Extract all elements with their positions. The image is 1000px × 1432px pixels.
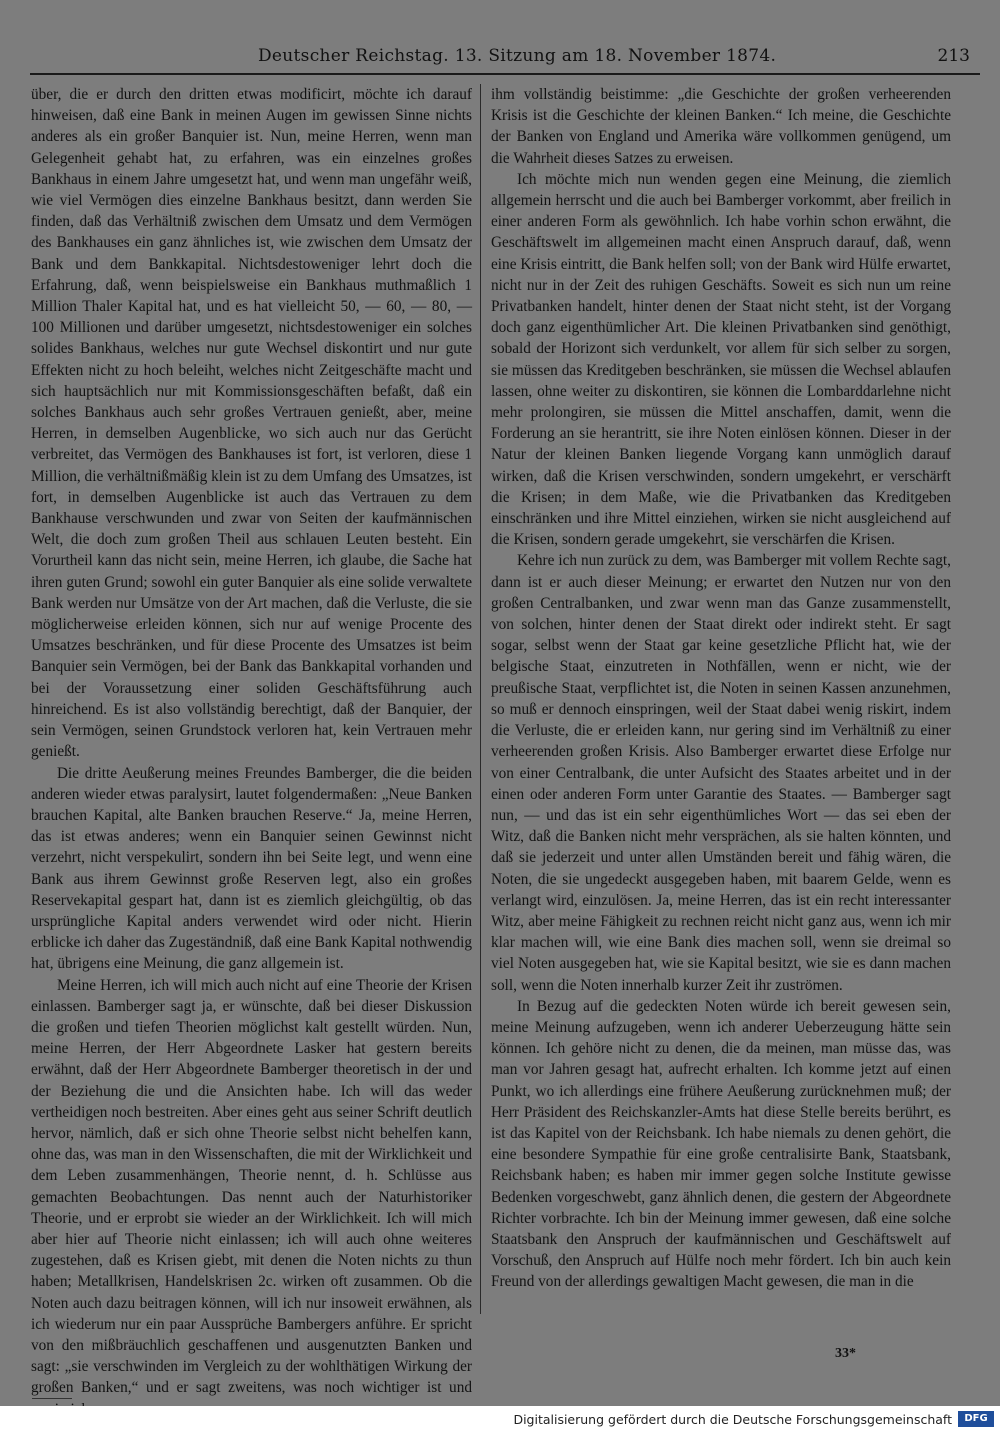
footer-dash bbox=[32, 1398, 72, 1399]
page-header-title: Deutscher Reichstag. 13. Sitzung am 18. November 1874. bbox=[258, 46, 777, 66]
paragraph: ihm vollständig beistimme: „die Geschichte der großen verheerenden Krisis ist die Geschichte der kleinen Banken.“ Ich meine, die Geschichte der Banken von England und Amerika wäre vollkommen genügend, um die Wahrheit dieses Satzes zu erweisen. bbox=[491, 86, 951, 167]
right-column bbox=[491, 84, 951, 1293]
credit-text: Digitalisierung gefördert durch die Deutsche Forschungsgemeinschaft bbox=[513, 1412, 952, 1427]
left-column bbox=[31, 84, 472, 1420]
paragraph: über, die er durch den dritten etwas modificirt, möchte ich darauf hinweisen, daß eine Bank in meinen Augen im gewissen Sinne nichts anderes als ein großer Banquier ist. Nun, meine Herren, wenn man Gelegenheit gehabt hat, zu erfahren, was ein einzelnes großes Bankhaus in einem Jahre umgesetzt hat, und wenn man ungefähr weiß, wie viel Vermögen dies einzelne Bankhaus besitzt, dann werden Sie finden, daß das Verhältniß zwischen dem Umsatz und dem Vermögen des Bankhauses ein ganz ähnliches ist, wie zwischen dem Umsatz der Bank und dem Bankkapital. Nichtsdestoweniger lehrt doch die Erfahrung, daß, wenn beispielsweise ein Bankhaus muthmaßlich 1 Million Thaler Kapital hat, und es hat vielleicht 50, — 60, — 80, — 100 Millionen und darüber umgesetzt, nichtsdestoweniger ein solches solides Bankhaus, welches nur gute Wechsel diskontirt und nur gute Effekten nicht zu hoch beleiht, welches nicht Zeitgeschäfte macht und sich hauptsächlich nur mit Kommissionsgeschäften befaßt, daß ein solches Bankhaus auch sehr großes Vertrauen genießt, aber, meine Herren, in demselben Augenblicke, wo sich auch nur das Gerücht verbreitet, das Vermögen des Bankhauses ist fort, ist verloren, diese 1 Million, die verhältnißmäßig klein ist zu dem Umfang des Umsatzes, ist fort, in demselben Augenblicke ist auch das Vertrauen zu dem Bankhause verschwunden und zwar von Seiten der kaufmännischen Welt, die doch zum großen Theil aus schlauen Leuten besteht. Ein Vorurtheil kann das nicht sein, meine Herren, ich glaube, die Sache hat ihren guten Grund; sowohl ein guter Banquier als eine solide verwaltete Bank werden nur Umsätze von der Art machen, daß die Verluste, die sie möglicherweise erleiden können, sich nur auf wenige Procente des Umsatzes beschränken, und für diese Procente des Umsatzes ist beim Banquier sein Vermögen, bei der Bank das Bankkapital vorhanden und bei der Voraussetzung einer soliden Geschäftsführung auch hinreichend. Es ist also vollständig berechtigt, daß der Banquier, der sein Vermögen, seinen Grundstock verloren hat, kein Vertrauen mehr genießt. bbox=[31, 86, 472, 761]
paragraph: In Bezug auf die gedeckten Noten würde ich bereit gewesen sein, meine Meinung aufzugeben, wenn ich anderer Ueberzeugung hätte sein können. Ich gehöre nicht zu denen, die da meinen, man müsse das, was man vor Jahren gesagt hat, aufrecht erhalten. Ich komme jetzt auf einen Punkt, wo ich allerdings eine frühere Aeußerung zurücknehmen muß; der Herr Präsident des Reichskanzler-Amts hat diese Stelle bereits berührt, es ist das Kapitel von der Reichsbank. Ich habe niemals zu denen gehört, die eine besondere Sympathie für eine große centralisirte Bank, Staatsbank, Reichsbank haben; es haben mir immer gegen solche Institute gewisse Bedenken vorgeschwebt, ganz ähnlich denen, die gestern der Abgeordnete Richter vorbrachte. Ich bin der Meinung immer gewesen, daß eine solche Staatsbank den Anspruch der kaufmännischen und Geschäftswelt auf Vorschuß, den Anspruch auf Hülfe noch mehr fördert. Ich bin auch kein Freund von der allerdings gewaltigen Macht gewesen, die man in die bbox=[491, 997, 951, 1291]
column-divider bbox=[480, 84, 481, 1314]
paragraph: Meine Herren, ich will mich auch nicht auf eine Theorie der Krisen einlassen. Bamberger sagt ja, er wünschte, daß bei dieser Diskussion die großen und tiefen Theorien möglichst kalt gestellt würden. Nun, meine Herren, der Herr Abgeordnete Lasker hat gestern bereits erwähnt, daß der Herr Abgeordnete Bamberger theoretisch in der und der Beziehung die und die Ansichten habe. Ich will das weder vertheidigen noch bestreiten. Aber eines geht aus seiner Schrift deutlich hervor, nämlich, daß er sich ohne Theorie selbst nicht behelfen kann, ohne das, was man in den Wissenschaften, die mit der Wirklichkeit und dem Leben zusammenhängen, Theorie nennt, d. h. Schlüsse aus gemachten Beobachtungen. Das nennt auch der Naturhistoriker Theorie, und er erprobt sie wieder an der Wirklichkeit. Ich will mich aber hier auf Theorie nicht einlassen; ich will auch ohne weiteres zugestehen, daß es Krisen giebt, mit denen die Noten nichts zu thun haben; Metallkrisen, Handelskrisen 2c. wirken oft zusammen. Ob die Noten auch dazu beitragen können, will ich nur insoweit erwähnen, als ich wiederum nur ein paar Aussprüche Bambergers anführe. Er spricht von den mißbräuchlich geschaffenen und ausgenutzten Banken und sagt: „sie verschwinden im Vergleich zu der wohlthätigen Wirkung der großen Banken,“ und er sagt zweitens, was noch wichtiger ist und bbox=[31, 976, 472, 1397]
digitization-credit-bar bbox=[0, 1406, 1000, 1432]
paragraph: Ich möchte mich nun wenden gegen eine Meinung, die ziemlich allgemein herrscht und die auch bei Bamberger vorkommt, aber freilich in einer anderen Form als gewöhnlich. Ich habe vorhin schon erwähnt, die Geschäftswelt im allgemeinen macht einen Anspruch darauf, daß, wenn eine Krisis eintritt, die Bank helfen soll; von der Bank wird Hülfe erwartet, nicht nur in der Zeit des ruhigen Geschäfts. Soweit es sich nun um reine Privatbanken handelt, hinter denen der Staat nicht steht, ist der Vorgang doch ganz eigenthümlicher Art. Die kleinen Privatbanken sind genöthigt, sobald der Horizont sich verdunkelt, vor allem für sich selber zu sorgen, sie müssen das Kreditgeben beschränken, sie müssen die Wechsel ablaufen lassen, ohne weiter zu diskontiren, sie können die Lombarddarlehne nicht mehr prolongiren, sie müssen die Mittel anschaffen, damit, wenn die Forderung an sie herantritt, sie ihre Noten einlösen können. Dieser in der Natur der kleinen Banken liegende Vorgang kann unmöglich darauf wirken, daß die Krisen verschwinden, sondern umgekehrt, er verschärft die Krisen; in dem Maße, wie die Privatbanken das Kreditgeben einschränken und ihre Mittel einziehen, wirken sie nicht ausgleichend auf die Krisen, sondern gerade umgekehrt, sie verschärfen die Krisen. bbox=[491, 170, 951, 549]
paragraph: Die dritte Aeußerung meines Freundes Bamberger, die die beiden anderen wieder etwas paralysirt, lautet folgendermaßen: „Neue Banken brauchen Kapital, alte Banken brauchen Reserve.“ Ja, meine Herren, das ist etwas anderes; wenn ein Banquier seinen Gewinnst nicht verzehrt, nicht verspekulirt, sondern ihn bei Seite legt, und wenn eine Bank aus ihrem Gewinnst große Reserven legt, also ein großes Reservekapital gespart hat, dann ist es ziemlich gleichgültig, ob das ursprüngliche Kapital anders verwendet wird oder nicht. Hierin erblicke ich daher das Zugeständniß, daß eine Bank Kapital nothwendig hat, übrigens eine Meinung, die ganz allgemein ist. bbox=[31, 764, 472, 973]
dfg-logo: DFG bbox=[958, 1411, 994, 1427]
page-header bbox=[28, 46, 984, 72]
paragraph: Kehre ich nun zurück zu dem, was Bamberger mit vollem Rechte sagt, dann ist er auch dieser Meinung; er erwartet den Nutzen nur von den großen Centralbanken, und zwar wenn man das Ganze zusammenstellt, von solchen, hinter denen der Staat direkt oder indirekt steht. Er sagt sogar, selbst wenn der Staat gar keine gesetzliche Pflicht hat, wie der belgische Staat, einzutreten in Nothfällen, wenn er nicht, wie der preußische Staat, verpflichtet ist, die Noten in seinen Kassen anzunehmen, so muß er dennoch einspringen, weil der Staat dabei wenig riskirt, indem die Verluste, die er erleiden kann, nur gering sind im Verhältniß zu einer verheerenden großen Krisis. Also Bamberger erwartet diese Erfolge nur von einer Centralbank, die unter Aufsicht des Staates arbeitet und in der einen oder anderen Form unter Garantie des Staates. — Bamberger sagt nun, — und das ist ein sehr eigenthümliches Wort — das sei eben der Witz, daß die Banken nicht mehr versprächen, als sie halten könnten, und daß sie jederzeit und unter allen Umständen bereit und fähig wären, die Noten, die sie ungedeckt ausgegeben haben, mit baarem Gelde, wenn es verlangt wird, einzulösen. Ja, meine Herren, das ist ein recht interessanter Witz, aber meine Fähigkeit zu rechnen reicht nicht ganz aus, wenn ich mir klar machen will, wie eine Bank dies machen soll, wenn sie dreimal so viel Noten ausgegeben hat, wie sie Kapital besitzt, wie sie es dann machen soll, wenn die Noten innerhalb kurzer Zeit ihr zuströmen. bbox=[491, 552, 951, 994]
header-rule bbox=[30, 73, 980, 75]
signature-mark: 33* bbox=[835, 1346, 856, 1361]
page-number: 213 bbox=[937, 46, 970, 66]
